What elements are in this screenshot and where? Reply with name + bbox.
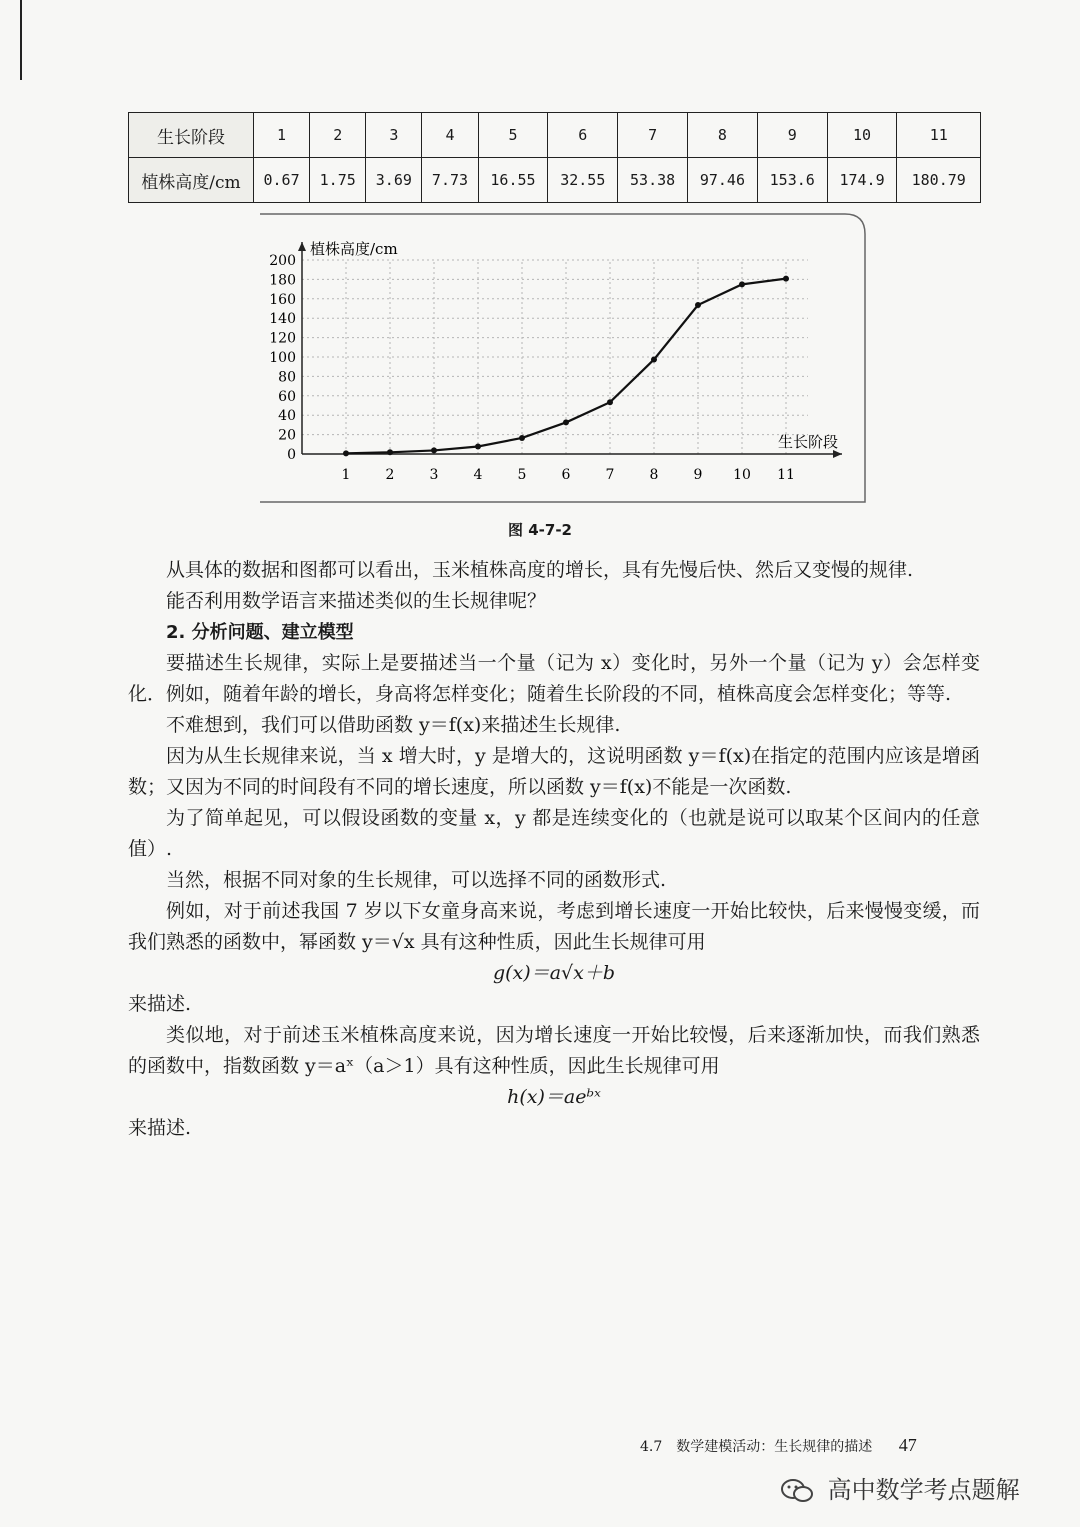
wechat-icon	[780, 1478, 814, 1504]
y-tick-label: 140	[269, 311, 296, 328]
table-cell: 4	[422, 113, 478, 158]
table-cell: 174.9	[827, 158, 897, 203]
data-point	[387, 449, 393, 455]
y-tick-label: 120	[269, 330, 296, 347]
paragraph: 来描述.	[128, 993, 192, 1015]
data-point	[607, 399, 613, 405]
watermark-text: 高中数学考点题解	[827, 1476, 1020, 1504]
x-axis-label: 生长阶段	[778, 433, 839, 451]
paragraph: 能否利用数学语言来描述类似的生长规律呢？	[166, 590, 547, 612]
paragraph: 为了简单起见，可以假设函数的变量 x，y 都是连续变化的（也就是说可以取某个区间内的任意值）.	[128, 807, 980, 860]
y-tick-label: 100	[269, 350, 296, 366]
data-point	[783, 276, 789, 282]
x-tick-label: 5	[517, 467, 527, 483]
table-cell: 0.67	[254, 158, 310, 203]
table-cell: 2	[310, 113, 366, 158]
x-tick-label: 9	[693, 467, 703, 483]
table-cell: 53.38	[618, 158, 688, 203]
paragraph: 因为从生长规律来说，当 x 增大时，y 是增大的，这说明函数 y＝f(x)在指定的范围内应该是增函数；又因为不同的时间段有不同的增长速度，所以函数 y＝f(x)不能是一次函数.	[128, 745, 980, 798]
row-header-height: 植株高度/cm	[129, 158, 254, 203]
table-cell: 11	[897, 113, 981, 158]
table-cell: 6	[548, 113, 618, 158]
paragraph: 来描述.	[128, 1117, 192, 1139]
row-header-stage: 生长阶段	[129, 113, 254, 158]
y-axis-arrow	[298, 242, 306, 251]
growth-data-table	[128, 112, 981, 203]
margin-rule	[20, 0, 22, 80]
table-cell: 7.73	[422, 158, 478, 203]
table-cell: 32.55	[548, 158, 618, 203]
x-tick-label: 11	[777, 467, 795, 483]
data-point	[695, 302, 701, 308]
y-tick-label: 0	[287, 447, 296, 463]
formula-g: g(x)＝a√x＋b	[492, 962, 616, 984]
table-cell: 3.69	[366, 158, 422, 203]
table-cell: 5	[478, 113, 548, 158]
paragraph: 不难想到，我们可以借助函数 y＝f(x)来描述生长规律.	[166, 714, 621, 736]
y-tick-label: 160	[269, 291, 296, 308]
table-row	[129, 158, 981, 203]
data-point	[739, 281, 745, 287]
section-heading: 2. 分析问题、建立模型	[166, 622, 354, 643]
paragraph: 从具体的数据和图都可以看出，玉米植株高度的增长，具有先慢后快、然后又变慢的规律.	[166, 559, 914, 581]
x-tick-label: 4	[473, 467, 483, 483]
x-tick-label: 10	[733, 467, 751, 483]
paragraph: 例如，对于前述我国 7 岁以下女童身高来说，考虑到增长速度一开始比较快，后来慢慢变缓，而我们熟悉的函数中，幂函数 y＝√x 具有这种性质，因此生长规律可用	[128, 900, 980, 953]
growth-chart	[240, 212, 870, 512]
watermark	[780, 1470, 1020, 1505]
chart-frame	[240, 212, 870, 512]
body-text	[128, 555, 980, 1144]
y-tick-label: 60	[278, 388, 296, 405]
table-cell: 3	[366, 113, 422, 158]
data-point	[651, 356, 657, 362]
data-point	[431, 447, 437, 453]
table-cell: 10	[827, 113, 897, 158]
y-tick-label: 40	[278, 408, 296, 425]
page-number: 47	[898, 1435, 917, 1455]
data-point	[343, 450, 349, 456]
table-cell: 1	[254, 113, 310, 158]
paragraph: 当然，根据不同对象的生长规律，可以选择不同的函数形式.	[166, 869, 667, 891]
figure-caption: 图 4-7-2	[508, 521, 572, 539]
table-cell: 153.6	[757, 158, 827, 203]
table-cell: 8	[688, 113, 758, 158]
x-tick-label: 6	[561, 467, 571, 483]
table-cell: 16.55	[478, 158, 548, 203]
footer-section-title: 4.7 数学建模活动：生长规律的描述	[640, 1439, 873, 1455]
table-cell: 97.46	[688, 158, 758, 203]
data-point	[519, 435, 525, 441]
table-row	[129, 113, 981, 158]
table-cell: 9	[757, 113, 827, 158]
table-cell: 1.75	[310, 158, 366, 203]
y-tick-label: 80	[278, 369, 296, 386]
x-tick-label: 2	[385, 467, 395, 483]
x-tick-label: 3	[429, 467, 439, 483]
y-tick-label: 200	[269, 253, 296, 269]
table-cell: 180.79	[897, 158, 981, 203]
x-axis-arrow	[833, 450, 842, 458]
paragraph: 类似地，对于前述玉米植株高度来说，因为增长速度一开始比较慢，后来逐渐加快，而我们熟悉的函数中，指数函数 y＝aˣ（a＞1）具有这种性质，因此生长规律可用	[128, 1024, 980, 1077]
paragraph: 要描述生长规律，实际上是要描述当一个量（记为 x）变化时，另外一个量（记为 y）会怎样变化．例如，随着年龄的增长，身高将怎样变化；随着生长阶段的不同，植株高度会怎样变化；等等.	[128, 652, 980, 705]
formula-h: h(x)＝aeᵇˣ	[507, 1086, 601, 1108]
x-tick-label: 7	[605, 467, 615, 483]
x-tick-label: 1	[341, 467, 351, 483]
page-footer	[640, 1435, 917, 1456]
y-axis-label: 植株高度/cm	[310, 240, 398, 258]
table-cell: 7	[618, 113, 688, 158]
x-tick-label: 8	[649, 467, 659, 483]
y-tick-label: 20	[278, 427, 296, 444]
y-tick-label: 180	[269, 272, 296, 289]
data-point	[475, 444, 481, 450]
data-point	[563, 419, 569, 425]
